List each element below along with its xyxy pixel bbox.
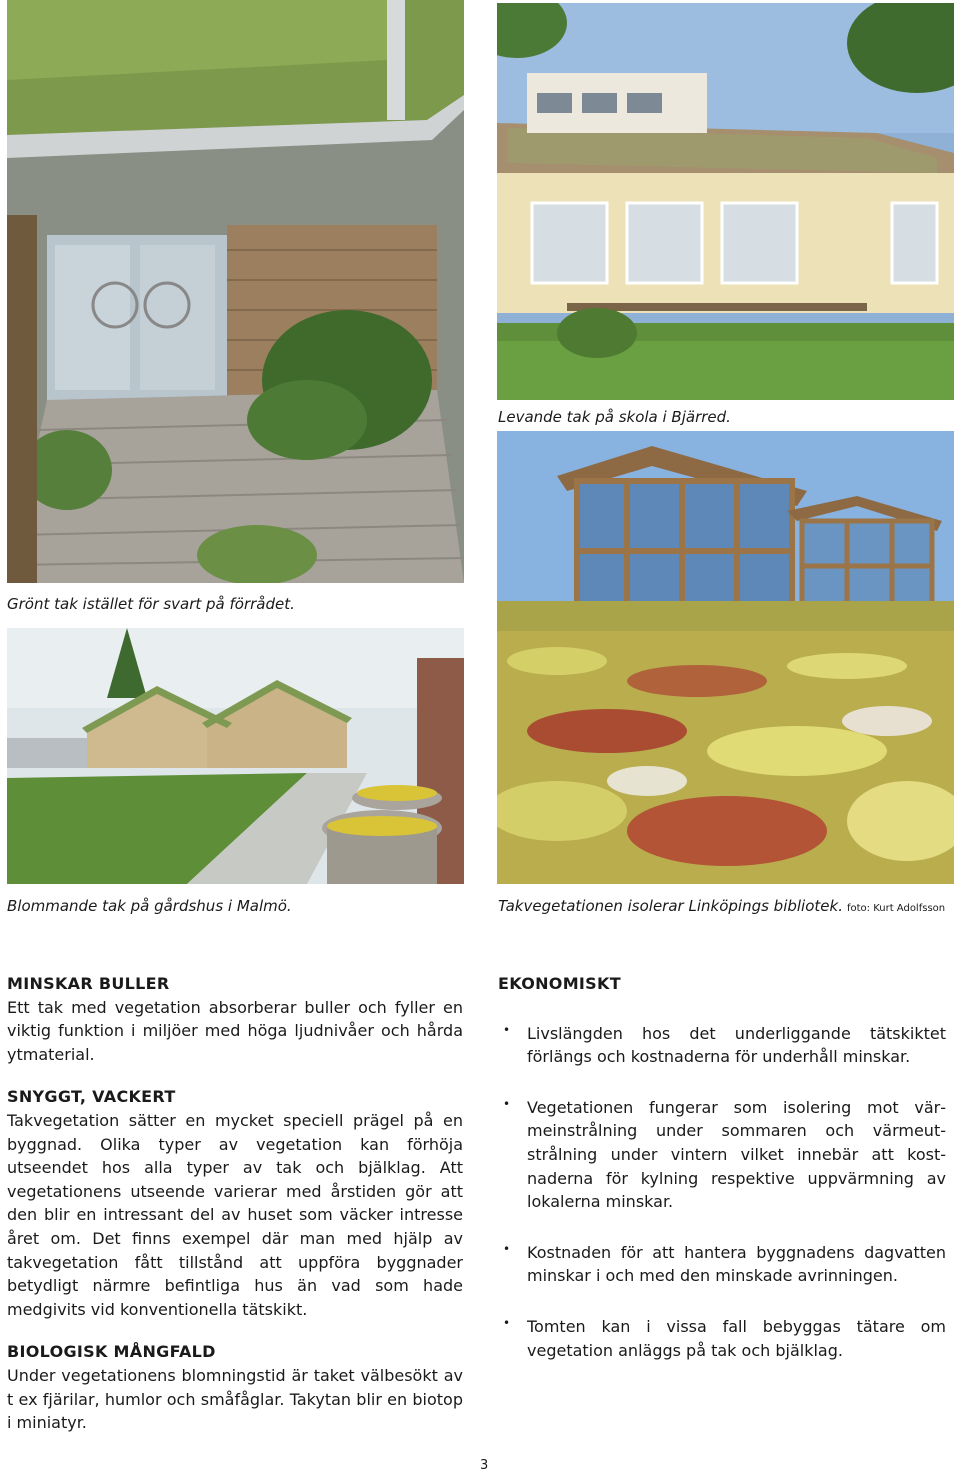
- bullet-text: Vegetationen fungerar som isolering mot värmeinstrålning under sommaren och värmeutstrålning under vintern vilket innebär att kostnaderna för kylning respektive uppvärmning av lokalerna minskar.: [527, 1097, 946, 1212]
- bullet-icon: •: [503, 1096, 511, 1111]
- list-item: [498, 1022, 946, 1069]
- body-beauty: Takvegetation sätter en mycket speciell prägel på en byggnad. Olika typer av vegetation kan förhöja utseendet hos alla typer av tak och bjälklag. Att vegetationens utseende varierar med årstiden gör att den blir en intressant del av huset som väcker intresse året om. Det finns exempel där man med hjälp av takvegetation fått tillstånd att uppföra byggnader betydligt närmre befintliga hus än vad som hade medgivits vid konventionella tätskikt.: [7, 1110, 463, 1319]
- courtyard-houses-photo: [7, 628, 464, 884]
- bullet-text: Kostnaden för att hantera byggnadens dagvatten minskar i och med den minskade avrinningen.: [527, 1242, 946, 1286]
- courtyard-photo-caption: Blommande tak på gårdshus i Malmö.: [7, 897, 292, 915]
- green-roof-shed-photo: [7, 0, 464, 583]
- library-roof-vegetation-photo: [497, 431, 954, 884]
- section-biodiversity: [7, 1340, 463, 1434]
- body-biodiversity: Under vegetationens blomningstid är taket välbesökt av t ex fjärilar, humlor och småfåglar. Takytan blir en biotop i miniatyr.: [7, 1365, 463, 1433]
- section-beauty: [7, 1085, 463, 1321]
- bullet-text: Tomten kan i vissa fall bebyggas tätare om vegetation anläggs på tak och bjälklag.: [527, 1316, 946, 1360]
- economy-bullet-list: [498, 1022, 946, 1363]
- bullet-icon: •: [503, 1241, 511, 1256]
- photo-credit: foto: Kurt Adolfsson: [846, 903, 946, 914]
- bullet-icon: •: [503, 1022, 511, 1037]
- section-noise: [7, 972, 463, 1066]
- school-living-roof-photo: [497, 3, 954, 400]
- page-number: 3: [480, 1458, 489, 1473]
- school-photo-caption: Levande tak på skola i Bjärred.: [498, 408, 731, 426]
- shed-photo-caption: Grönt tak istället för svart på förrådet.: [7, 595, 295, 613]
- list-item: [498, 1241, 946, 1288]
- left-text-column: [7, 972, 463, 1454]
- heading-biodiversity: BIOLOGISK MÅNGFALD: [7, 1342, 216, 1362]
- heading-beauty: SNYGGT, VACKERT: [7, 1087, 176, 1107]
- bullet-icon: •: [503, 1315, 511, 1330]
- list-item: [498, 1096, 946, 1214]
- heading-economy: EKONOMISKT: [498, 974, 621, 993]
- right-text-column: [498, 972, 946, 1389]
- body-noise: Ett tak med vegetation absorberar buller och fyller en viktig funktion i miljöer med höga ljudnivåer och hårda ytmaterial.: [7, 997, 463, 1064]
- list-item: [498, 1315, 946, 1362]
- heading-noise: MINSKAR BULLER: [7, 974, 170, 993]
- library-caption-text: Takvegetationen isolerar Linköpings bibliotek.: [498, 897, 843, 915]
- bullet-text: Livslängden hos det underliggande tätskiktet förlängs och kostnaderna för underhåll minskar.: [527, 1023, 946, 1067]
- library-photo-caption: [498, 897, 945, 915]
